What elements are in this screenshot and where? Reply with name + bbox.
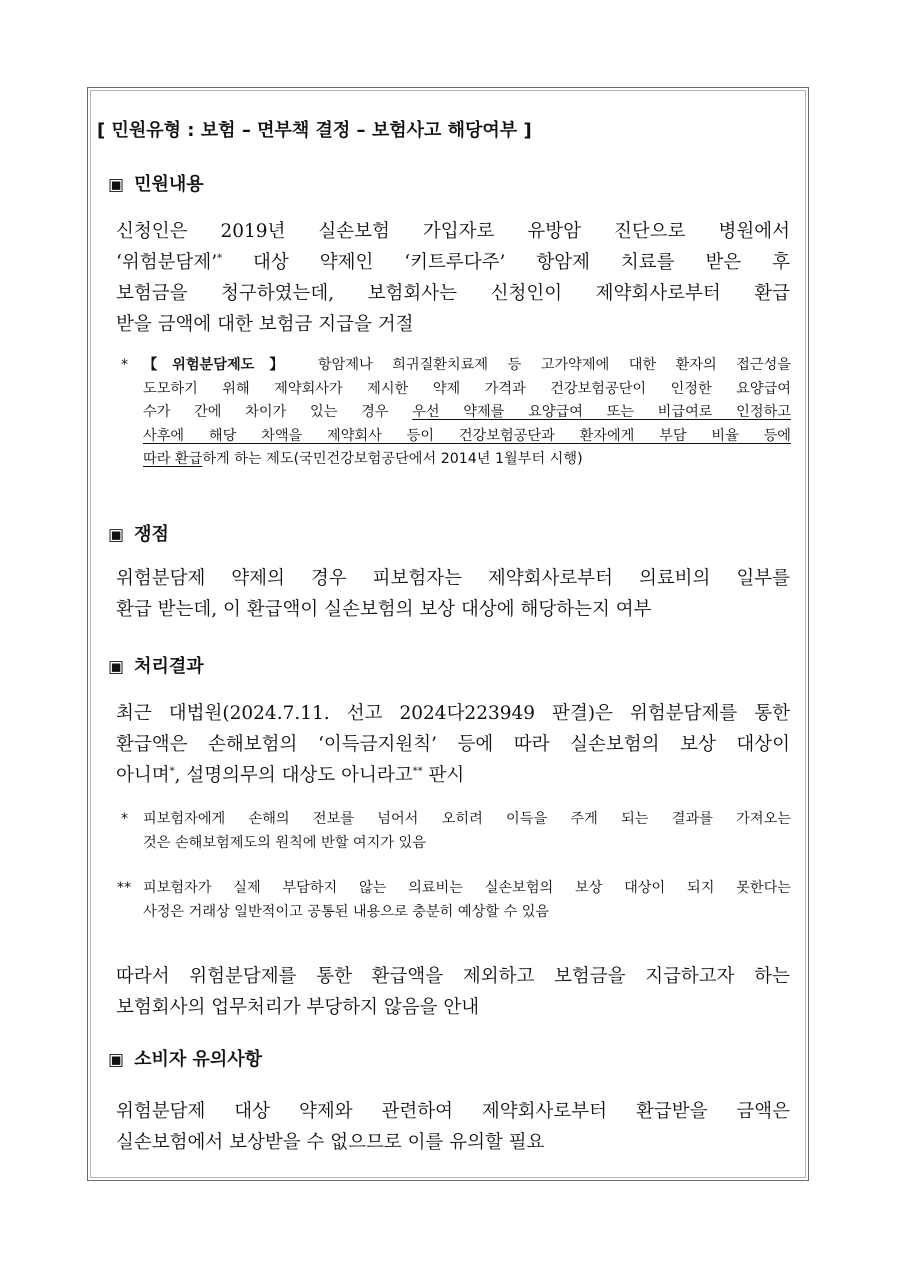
section-heading-issue <box>108 520 169 546</box>
footnote-marker: * <box>121 357 129 373</box>
footnote-text-part: 수가 간에 차이가 있는 경우 <box>143 404 413 420</box>
complaint-type-title: [ 민원유형 : 보험 – 면부책 결정 – 보험사고 해당여부 ] <box>97 120 532 141</box>
body-line: 받을 금액에 대한 보험금 지급을 거절 <box>116 314 414 335</box>
section-heading-label: 처리결과 <box>134 656 204 677</box>
body-text: 대상 약제인 ‘키트루다주’ 항암제 치료를 받은 후 <box>222 252 790 273</box>
body-line: 환급액은 손해보험의 ‘이득금지원칙’ 등에 따라 실손보험의 보상 대상이 <box>116 734 790 755</box>
body-line: 신청인은 2019년 실손보험 가입자로 유방암 진단으로 병원에서 <box>116 221 790 242</box>
body-text: , 설명의무의 대상도 아니라고 <box>174 765 413 786</box>
footnote-line: 도모하기 위해 제약회사가 제시한 약제 가격과 건강보험공단이 인정한 요양급여 <box>143 380 791 397</box>
footnote-marker: ** <box>117 880 132 896</box>
footnote-ref: ** <box>412 765 423 777</box>
result-body <box>116 698 790 791</box>
notice-body <box>116 1096 790 1158</box>
square-bullet-icon: ▣ <box>108 657 125 677</box>
footnote-underlined: 따라 환급 <box>143 451 203 467</box>
section-heading-label: 민원내용 <box>134 174 204 195</box>
body-text: 아니며 <box>116 765 170 786</box>
footnote-underlined: 우선 약제를 요양급여 또는 비급여로 인정하고 <box>412 404 792 420</box>
body-line: 위험분담제 약제의 경우 피보험자는 제약회사로부터 의료비의 일부를 <box>116 568 790 589</box>
footnote-text-part: 하게 하는 제도(국민건강보험공단에서 2014년 1월부터 시행) <box>202 451 583 467</box>
footnote-line: 것은 손해보험제도의 원칙에 반할 여지가 있음 <box>143 834 426 851</box>
footnote-text <box>143 808 791 855</box>
footnote-single-star <box>121 808 791 855</box>
footnote-line <box>143 448 791 472</box>
section-heading-notice <box>108 1045 262 1071</box>
footnote-line <box>143 401 791 425</box>
square-bullet-icon: ▣ <box>108 1050 125 1070</box>
body-line: 보험회사의 업무처리가 부당하지 않음을 안내 <box>116 997 480 1018</box>
footnote-line <box>143 354 791 378</box>
body-line: 환급 받는데, 이 환급액이 실손보험의 보상 대상에 해당하는지 여부 <box>116 599 652 620</box>
section-heading-label: 쟁점 <box>134 524 169 545</box>
footnote-text <box>143 354 791 472</box>
result-conclusion <box>116 961 790 1023</box>
body-line <box>116 247 790 278</box>
body-line: 보험금을 청구하였는데, 보험회사는 신청인이 제약회사로부터 환급 <box>116 283 790 304</box>
body-line: 따라서 위험분담제를 통한 환급액을 제외하고 보험금을 지급하고자 하는 <box>116 966 790 987</box>
footnote-text <box>143 877 791 924</box>
footnote-line: 사정은 거래상 일반적이고 공통된 내용으로 충분히 예상할 수 있음 <box>143 903 550 920</box>
issue-body <box>116 563 790 625</box>
term-risk-sharing: ‘위험분담제’ <box>116 252 218 273</box>
footnote-text-part: 항암제나 희귀질환치료제 등 고가약제에 대한 환자의 접근성을 <box>298 357 791 373</box>
body-text: 판시 <box>422 765 465 786</box>
footnote-marker: * <box>121 811 129 827</box>
body-line: 위험분담제 대상 약제와 관련하여 제약회사로부터 환급받을 금액은 <box>116 1101 790 1122</box>
complaint-body <box>116 216 790 340</box>
body-line: 실손보험에서 보상받을 수 없으므로 이를 유의할 필요 <box>116 1132 545 1153</box>
footnote-term: 【위험분담제도】 <box>143 357 299 373</box>
section-heading-result <box>108 652 204 678</box>
footnote-ref: * <box>217 252 223 264</box>
footnote-risk-sharing <box>121 354 791 472</box>
square-bullet-icon: ▣ <box>108 175 125 195</box>
body-line: 최근 대법원(2024.7.11. 선고 2024다223949 판결)은 위험분담제를 통한 <box>116 703 790 724</box>
footnote-double-star <box>117 877 791 924</box>
section-heading-label: 소비자 유의사항 <box>134 1049 263 1070</box>
section-heading-complaint <box>108 170 204 196</box>
body-line <box>116 760 790 791</box>
footnote-line: 피보험자가 실제 부담하지 않는 의료비는 실손보험의 보상 대상이 되지 못한다는 <box>143 880 791 896</box>
footnote-ref: * <box>169 765 175 777</box>
footnote-line: 피보험자에게 손해의 전보를 넘어서 오히려 이득을 주게 되는 결과를 가져오는 <box>143 811 791 827</box>
square-bullet-icon: ▣ <box>108 525 125 545</box>
footnote-line: 사후에 해당 차액을 제약회사 등이 건강보험공단과 환자에게 부담 비율 등에 <box>143 427 791 444</box>
